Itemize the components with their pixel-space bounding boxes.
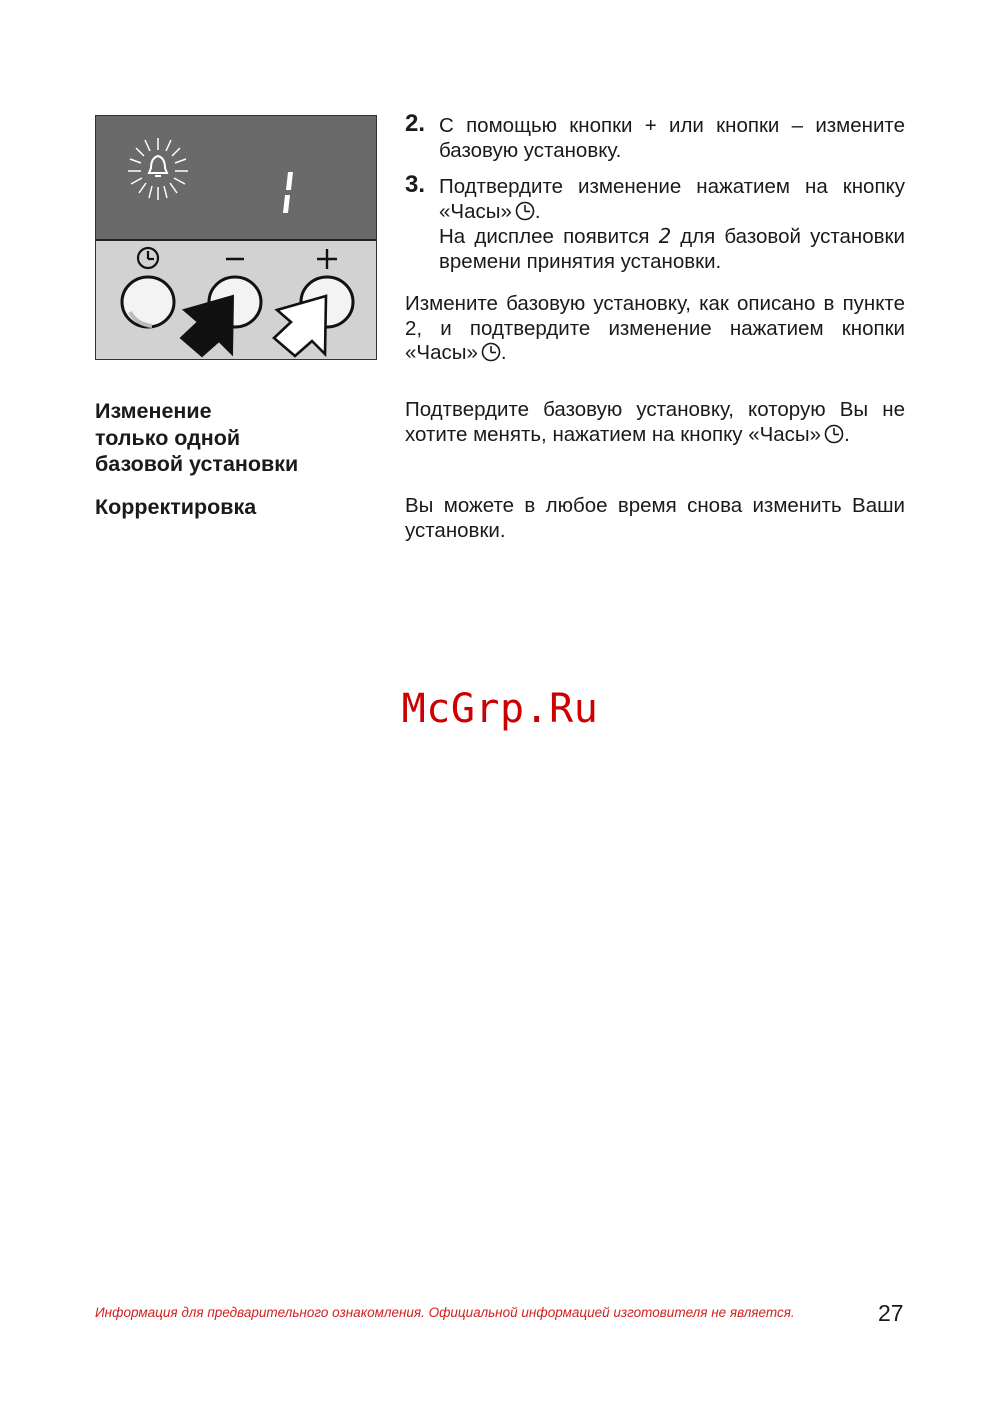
step-text: С помощью кнопки + или кнопки – измените базовую установку. [439,114,905,162]
steps-list [405,110,905,286]
inline-display-digit: 2 [658,224,672,248]
step-text-line: На дисплее появится [439,225,650,248]
step-3 [405,171,905,274]
paragraph-text: Подтвердите базовую установку, которую Вы не хотите менять, нажатием на кнопку «Часы» [405,398,905,446]
step-text: Подтвердите изменение нажатием на кнопку «Часы» . На дисплее появится 2 для базовой установки времени принятия установки. [439,175,905,273]
heading-line: Изменение [95,399,212,423]
section-heading [95,494,256,521]
clock-icon [481,342,501,362]
step-text-line: Подтвердите изменение нажатием на кнопку «Часы» [439,175,905,223]
page-number: 27 [878,1300,904,1326]
footer-disclaimer: Информация для предварительного ознакомления. Официальной информацией изготовителя не является. [95,1305,795,1320]
watermark: McGrp.Ru [401,686,599,732]
clock-button[interactable] [122,277,174,327]
step-number: 2. [405,110,426,137]
step-2 [405,110,905,163]
step-text-line: для базовой установки времени принятия установки. [439,225,905,273]
repeat-instruction: Измените базовую установку, как описано в пункте 2, и подтвердите изменение нажатием кнопки «Часы» . [405,292,905,364]
heading-line: базовой установки [95,452,299,476]
paragraph-text: Измените базовую установку, как описано в пункте 2, и подтвердите изменение нажатием кнопки «Часы» [405,292,905,364]
heading-line: только одной [95,425,241,450]
section-text: Вы можете в любое время снова изменить Ваши установки. [405,494,905,542]
clock-icon [515,201,535,221]
control-panel-drawing [96,116,376,359]
section-heading [95,398,298,478]
clock-icon [824,424,844,444]
control-panel-illustration [95,115,377,360]
display-area [96,116,376,240]
step-number: 3. [405,171,426,198]
section-text: Подтвердите базовую установку, которую Вы не хотите менять, нажатием на кнопку «Часы» . [405,398,905,446]
heading-line: Корректировка [95,495,257,519]
